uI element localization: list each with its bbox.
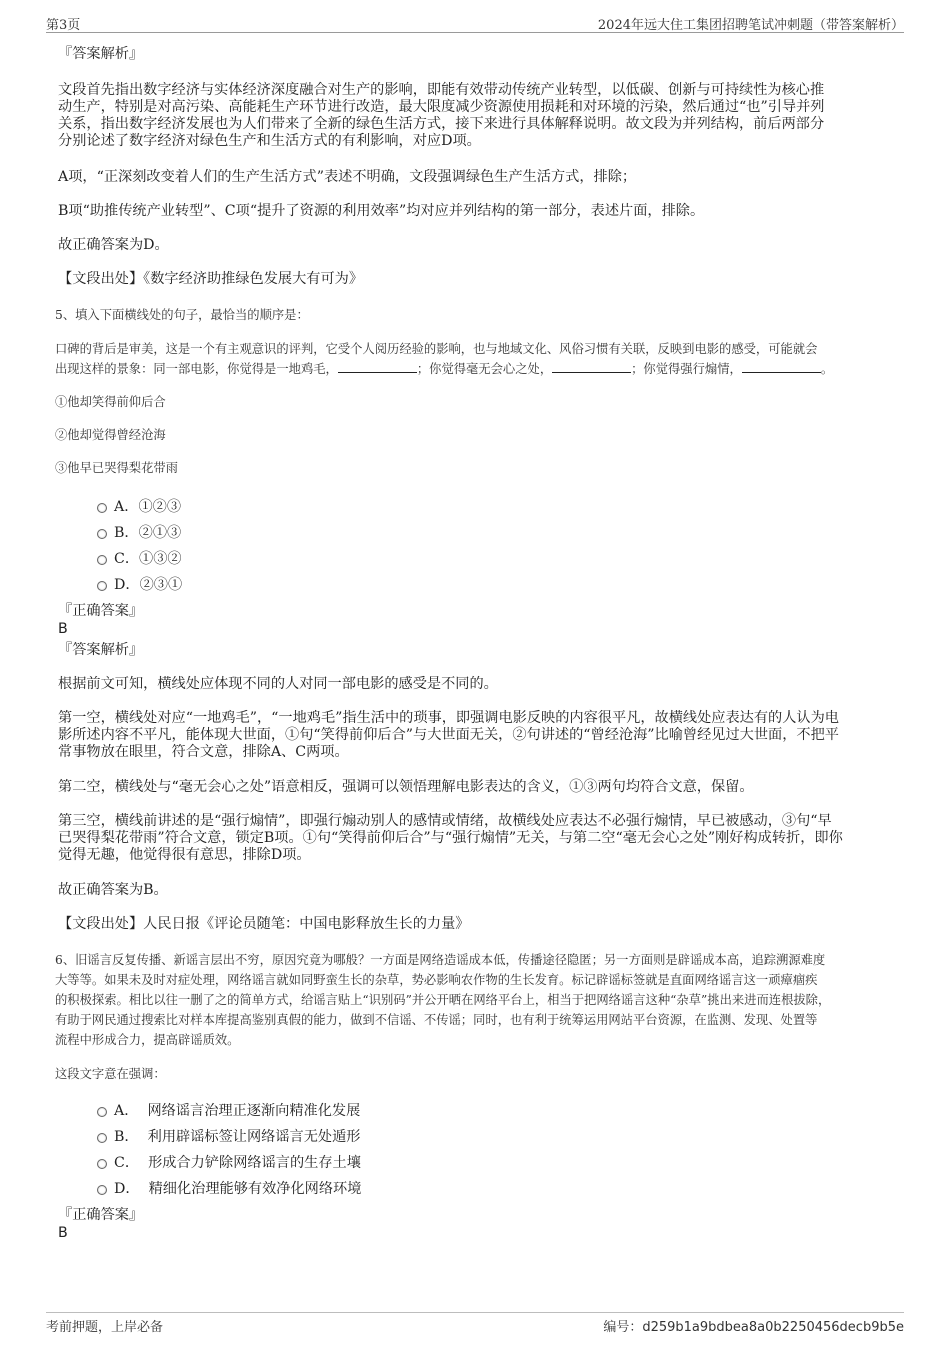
answer-conclusion: 故正确答案为B。: [58, 882, 168, 898]
page-header: [46, 14, 904, 33]
analysis-line: 关系，指出数字经济发展也为人们带来了全新的绿色生活方式，接下来进行具体解释说明。故文段为并列结构，前后两部分: [58, 116, 825, 132]
analysis-line: 第一空，横线处对应“一地鸡毛”，“一地鸡毛”指生活中的琐事，即强调电影反映的内容很平凡，故横线处应表达有的人认为电: [58, 710, 839, 726]
option-b[interactable]: B．②①③: [114, 525, 182, 541]
question-6-passage: 的积极探索。相比以往一删了之的简单方式，给谣言贴上“识别码”并公开晒在网络平台上，相当于把网络谣言这种“杂草”挑出来进而连根拔除，: [55, 993, 831, 1007]
sentence-item: ③他早已哭得梨花带雨: [55, 461, 178, 475]
radio-button-icon[interactable]: [97, 1107, 107, 1117]
radio-button-icon[interactable]: [97, 529, 107, 539]
blank-3: [742, 360, 821, 373]
radio-button-icon[interactable]: [97, 503, 107, 513]
source-citation: 【文段出处】人民日报《评论员随笔：中国电影释放生长的力量》: [58, 916, 470, 932]
option-a[interactable]: A． 网络谣言治理正逐渐向精准化发展: [114, 1103, 361, 1119]
analysis-line: 第三空，横线前讲述的是“强行煽情”，即强行煽动别人的感情或情绪，故横线处应表达不必强行煽情，早已被感动，③句“早: [58, 813, 832, 829]
analysis-paragraph: 根据前文可知，横线处应体现不同的人对同一部电影的感受是不同的。: [58, 676, 498, 692]
page-number: 第3页: [46, 18, 81, 33]
radio-button-icon[interactable]: [97, 1133, 107, 1143]
question-5-stem: 5、填入下面横线处的句子，最恰当的顺序是：: [55, 308, 309, 322]
radio-button-icon[interactable]: [97, 555, 107, 565]
radio-button-icon[interactable]: [97, 1159, 107, 1169]
analysis-label: 『答案解析』: [58, 642, 144, 658]
option-bc-analysis: B项“助推传统产业转型”、C项“提升了资源的利用效率”均对应并列结构的第一部分，表述片面，排除。: [58, 203, 705, 219]
correct-answer: B: [58, 1225, 68, 1241]
option-a-analysis: A项，“正深刻改变着人们的生产生活方式”表述不明确，文段强调绿色生产生活方式，排除；: [58, 169, 637, 185]
analysis-line: 常事物放在眼里，符合文意，排除A、C两项。: [58, 744, 349, 760]
question-6-passage: 大等等。如果未及时对症处理，网络谣言就如同野蛮生长的杂草，势必影响农作物的生长发育。标记辟谣标签就是直面网络谣言这一顽瘴痼疾: [55, 973, 818, 987]
page-footer: [46, 1312, 904, 1335]
analysis-line: 觉得无趣，他觉得很有意思，排除D项。: [58, 847, 311, 863]
correct-answer-label: 『正确答案』: [58, 603, 144, 619]
analysis-line: 文段首先指出数字经济与实体经济深度融合对生产的影响，即能有效带动传统产业转型，以低碳、创新与可持续性为核心推: [58, 82, 825, 98]
correct-answer-label: 『正确答案』: [58, 1207, 144, 1223]
option-c[interactable]: C．①③②: [114, 551, 182, 567]
option-c[interactable]: C． 形成合力铲除网络谣言的生存土壤: [114, 1155, 361, 1171]
analysis-line: 影所述内容不平凡，能体现大世面，①句“笑得前仰后合”与大世面无关，②句讲述的“曾经沧海”比喻曾经见过大世面，不把平: [58, 727, 839, 743]
question-6-passage: 流程中形成合力，提高辟谣质效。: [55, 1033, 240, 1047]
answer-conclusion: 故正确答案为D。: [58, 237, 169, 253]
document-code: 编号：d259b1a9bdbea8a0b2250456decb9b5e: [603, 1320, 904, 1335]
analysis-label: 『答案解析』: [58, 46, 144, 62]
analysis-line: 动生产，特别是对高污染、高能耗生产环节进行改造，最大限度减少资源使用损耗和对环境的污染，然后通过“也”引导并列: [58, 99, 825, 115]
source-citation: 【文段出处】《数字经济助推绿色发展大有可为》: [58, 271, 364, 287]
analysis-line: 分别论述了数字经济对绿色生产和生活方式的有利影响，对应D项。: [58, 133, 481, 149]
option-b[interactable]: B． 利用辟谣标签让网络谣言无处遁形: [114, 1129, 361, 1145]
question-6-stem: 这段文字意在强调：: [55, 1067, 166, 1081]
sentence-item: ①他却笑得前仰后合: [55, 395, 166, 409]
correct-answer: B: [58, 621, 68, 637]
analysis-line: 已哭得梨花带雨”符合文意，锁定B项。①句“笑得前仰后合”与“强行煽情”无关，与第二空“毫无会心之处”刚好构成转折，即你: [58, 830, 843, 846]
document-title: 2024年远大住工集团招聘笔试冲刺题（带答案解析）: [597, 18, 904, 33]
analysis-paragraph: 第二空，横线处与“毫无会心之处”语意相反，强调可以领悟理解电影表达的含义，①③两句均符合文意，保留。: [58, 779, 754, 795]
footer-slogan: 考前押题，上岸必备: [46, 1320, 164, 1335]
blank-1: [338, 360, 417, 373]
question-5-passage: 口碑的背后是审美，这是一个有主观意识的评判，它受个人阅历经验的影响，也与地域文化、风俗习惯有关联，反映到电影的感受，可能就会: [55, 342, 818, 356]
blank-2: [552, 360, 631, 373]
radio-button-icon[interactable]: [97, 1185, 107, 1195]
question-6-passage: 6、旧谣言反复传播、新谣言层出不穷，原因究竟为哪般？一方面是网络造谣成本低，传播途径隐匿；另一方面则是辟谣成本高，追踪溯源难度: [55, 953, 826, 967]
option-d[interactable]: D．②③①: [114, 577, 183, 593]
radio-button-icon[interactable]: [97, 581, 107, 591]
option-a[interactable]: A．①②③: [114, 499, 182, 515]
question-6-passage: 有助于网民通过搜索比对样本库提高鉴别真假的能力，做到不信谣、不传谣；同时，也有利于统筹运用网站平台资源，在监测、发现、处置等: [55, 1013, 818, 1027]
sentence-item: ②他却觉得曾经沧海: [55, 428, 166, 442]
option-d[interactable]: D． 精细化治理能够有效净化网络环境: [114, 1181, 362, 1197]
question-5-passage-line2: 出现这样的景象：同一部电影，你觉得是一地鸡毛， ；你觉得毫无会心之处， ；你觉得强行煽情， 。: [55, 362, 834, 376]
